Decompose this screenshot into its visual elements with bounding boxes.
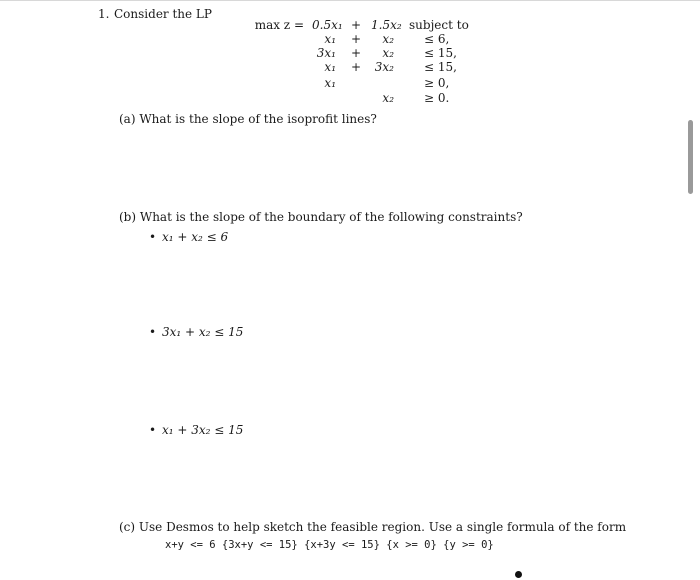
constraint-3-operator: + [350,60,362,74]
part-b-constraint-3: x₁ + 3x₂ ≤ 15 [162,423,244,437]
part-c-question: (c) Use Desmos to help sketch the feasible region. Use a single formula of the form [119,520,627,534]
desmos-formula: x+y <= 6 {3x+y <= 15} {x+3y <= 15} {x >= 0} {y >= 0} [165,539,494,551]
top-border [0,0,700,1]
constraint-2-operator: + [350,46,362,60]
part-a-question: (a) What is the slope of the isoprofit lines? [119,112,377,126]
problem-number: 1. [98,7,110,21]
constraint-1-operator: + [350,32,362,46]
cursor-dot-icon [515,571,522,578]
constraint-3-term-1: x₁ [324,60,336,74]
constraint-1-term-2: x₂ [382,32,394,46]
part-b-constraint-1: x₁ + x₂ ≤ 6 [162,230,229,244]
constraint-3-term-2: 3x₂ [374,60,394,74]
constraint-3-rhs: ≤ 15, [424,60,457,74]
constraint-1-term-1: x₁ [324,32,336,46]
scrollbar-thumb[interactable] [688,120,693,194]
part-b-question: (b) What is the slope of the boundary of the following constraints? [119,210,523,224]
problem-intro: Consider the LP [114,7,212,21]
constraint-5-term-2: x₂ [382,91,394,105]
bullet-icon: • [149,325,157,339]
part-b-constraint-2: 3x₁ + x₂ ≤ 15 [162,325,244,339]
objective-operator: + [350,18,362,32]
constraint-2-rhs: ≤ 15, [424,46,457,60]
constraint-4-term-1: x₁ [324,76,336,90]
constraint-1-rhs: ≤ 6, [424,32,450,46]
constraint-5-rhs: ≥ 0. [424,91,450,105]
constraint-2-term-2: x₂ [382,46,394,60]
bullet-icon: • [149,423,157,437]
constraint-2-term-1: 3x₁ [316,46,336,60]
objective-term-2: 1.5x₂ [371,18,402,32]
objective-term-1: 0.5x₁ [312,18,343,32]
bullet-icon: • [149,230,157,244]
objective-label: max z = [254,18,304,32]
constraint-4-rhs: ≥ 0, [424,76,450,90]
subject-to: subject to [409,18,469,32]
